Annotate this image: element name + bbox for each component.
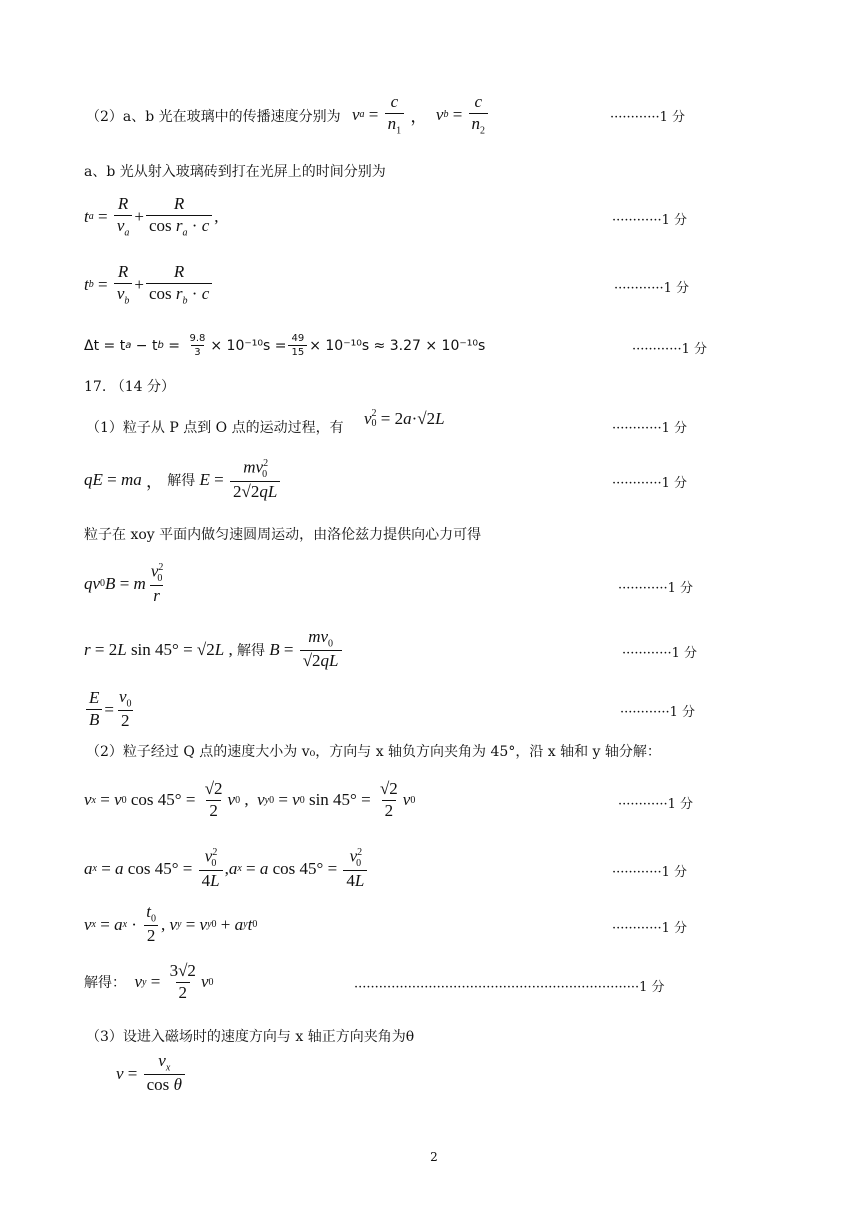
score-8: ············1 分 (622, 646, 697, 661)
radius-equation: r = 2 L sin 45° = √2 L , 解得 B = $\frac{mv_0}{√2qL}$ (84, 628, 344, 671)
velocity-components-equation: v x = v 0 cos 45° = $\frac{√2}{2}$ v 0 , v y0 = v 0 sin 45° = $\frac{√2}{2}$ v 0 (84, 779, 416, 820)
score-13: ·····································································1 分 (354, 980, 665, 995)
angle-text: （3）设进入磁场时的速度方向与 x 轴正方向夹角为θ (86, 1029, 415, 1045)
v-theta-equation: v = $\frac{v_x}{\text{cos θ}}$ (116, 1052, 187, 1095)
delta-t-equation: Δt = t a − t b = $\frac{9.8}{3}$ × 10⁻¹⁰s = $\frac{49}{15}$ × 10⁻¹⁰s ≈ 3.27 × 10⁻¹⁰s (84, 333, 486, 358)
frac-den-1: 3 (191, 345, 203, 358)
section-17-heading: 17. （14 分） (84, 379, 175, 395)
delta-mid: × 10⁻¹⁰s = (210, 337, 287, 354)
circular-motion-text: 粒子在 xoy 平面内做匀速圆周运动，由洛伦兹力提供向心力可得 (84, 527, 482, 543)
v0-squared-equation: v 2 0 = 2 a ·√2 L (364, 408, 445, 429)
score-11: ············1 分 (612, 865, 687, 880)
score-12: ············1 分 (612, 921, 687, 936)
e-over-b-equation: $\frac{E}{B}$ = $\frac{v_0}{2}$ (84, 688, 137, 731)
tb-equation: t b = $\frac{R}{v_b}$ + $\frac{R}{\cos r_b \cdot c}$ (84, 263, 214, 306)
frac-den-2: 15 (288, 345, 307, 358)
time-intro-text: a、b 光从射入玻璃砖到打在光屏上的时间分别为 (84, 164, 386, 180)
delta-end: × 10⁻¹⁰s ≈ 3.27 × 10⁻¹⁰s (309, 337, 486, 354)
score-3: ············1 分 (614, 281, 689, 296)
ta-equation: t a = $\frac{R}{v_a}$ + $\frac{R}{\cos r_a \cdot c}$ , (84, 194, 219, 239)
score-5: ············1 分 (612, 421, 687, 436)
score-9: ············1 分 (620, 705, 695, 720)
solve-text-1: 解得 (167, 472, 196, 489)
q-point-text: （2）粒子经过 Q 点的速度大小为 v₀，方向与 x 轴负方向夹角为 45°，沿 x 轴和 y 轴分解： (86, 744, 661, 760)
vx-vy-equation: v x = a x · $\frac{t_0}{2}$ , v y = v y0 + a y t 0 (84, 902, 258, 946)
lorentz-equation: qv 0 B = m $\frac{v^2_0}{r}$ (84, 561, 164, 606)
score-2: ············1 分 (612, 213, 687, 228)
speed-equation: v a = $\frac{c}{n_1}$ ， v b = $\frac{c}{n_2}$ (352, 93, 490, 136)
delta-t-label: Δt = t (84, 337, 126, 354)
page-number: 2 (430, 1150, 438, 1164)
score-4: ············1 分 (632, 342, 707, 357)
score-10: ············1 分 (618, 797, 693, 812)
vy-result-equation: 解得： v y = $\frac{3√2}{2}$ v 0 (84, 961, 214, 1002)
solve-text-3: 解得： (84, 975, 126, 992)
speed-text: （2）a、b 光在玻璃中的传播速度分别为 (86, 109, 341, 125)
acceleration-equation: a x = a cos 45° = $\frac{v^2_0}{4L}$ , a x = a cos 45° = $\frac{v^2_0}{4L}$ (84, 847, 369, 891)
score-7: ············1 分 (618, 581, 693, 596)
frac-num-2: 49 (291, 333, 305, 344)
score-1: ············1 分 (610, 110, 685, 125)
score-6: ············1 分 (612, 476, 687, 491)
frac-num-1: 9.8 (189, 333, 206, 344)
qe-equation: qE = ma ， 解得 E = $\frac{mv^2_0}{2√2qL}$ (84, 458, 282, 502)
solve-text-2: 解得 (236, 642, 265, 659)
p-to-o-text: （1）粒子从 P 点到 O 点的运动过程，有 (86, 420, 344, 436)
